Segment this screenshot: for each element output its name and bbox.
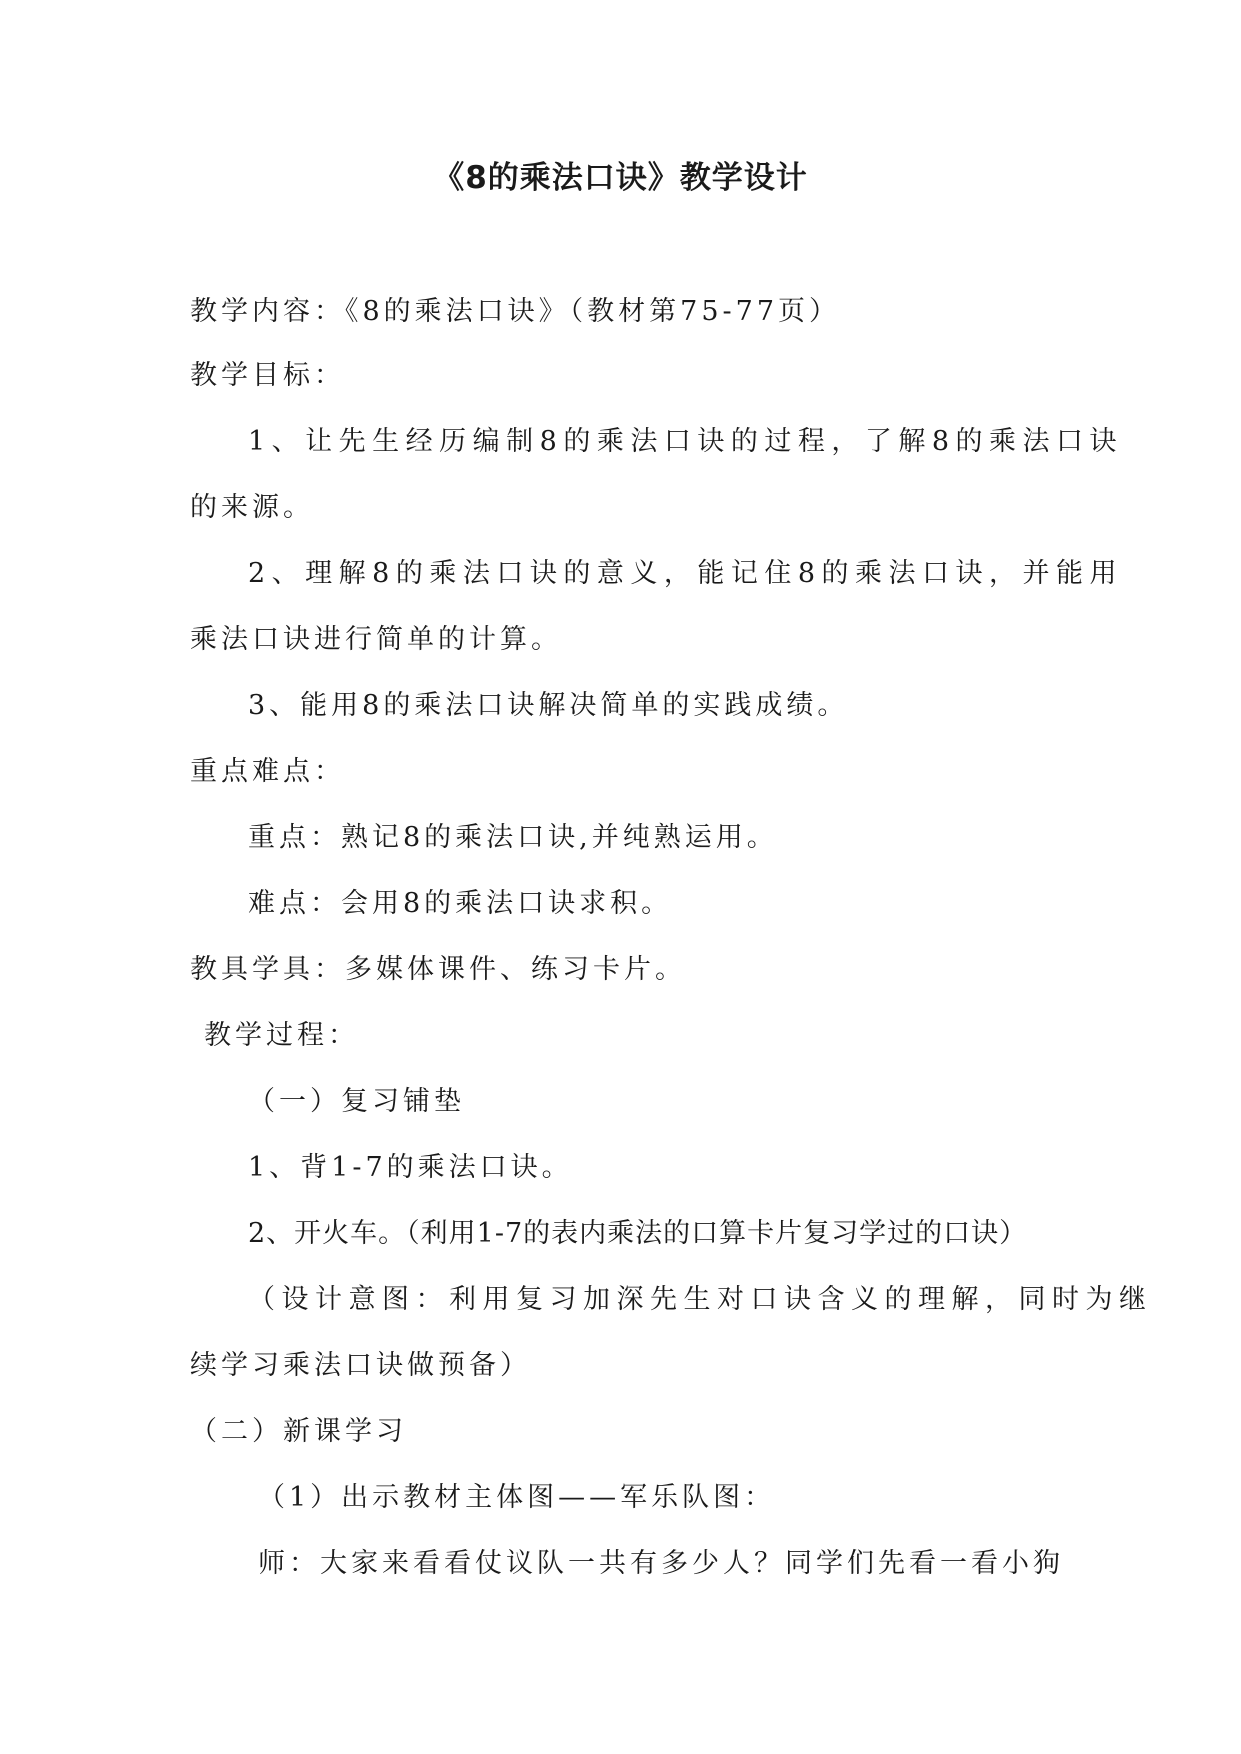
objective-2-line-2: 乘法口诀进行简单的计算。 bbox=[190, 624, 562, 655]
design-intent-line-1: （设计意图：利用复习加深先生对口诀含义的理解，同时为继 bbox=[248, 1284, 1153, 1315]
objective-3: 3、能用8的乘法口诀解决简单的实践成绩。 bbox=[248, 690, 849, 721]
section-review: （一）复习铺垫 bbox=[248, 1086, 465, 1117]
step-2: 2、开火车。（利用1-7的表内乘法的口算卡片复习学过的口诀） bbox=[248, 1218, 1028, 1249]
section-new-lesson: （二）新课学习 bbox=[190, 1416, 407, 1447]
objective-2-line-1: 2、理解8的乘法口诀的意义，能记住8的乘法口诀，并能用 bbox=[248, 558, 1124, 589]
objectives-heading: 教学目标： bbox=[190, 360, 345, 391]
teaching-tools: 教具学具：多媒体课件、练习卡片。 bbox=[190, 954, 686, 985]
objective-1-line-2: 的来源。 bbox=[190, 492, 314, 523]
teaching-content: 教学内容：《8的乘法口诀》（教材第75-77页） bbox=[190, 296, 841, 327]
difficulty-point: 难点：会用8的乘法口诀求积。 bbox=[248, 888, 673, 919]
key-points-heading: 重点难点： bbox=[190, 756, 345, 787]
key-point: 重点：熟记8的乘法口诀,并纯熟运用。 bbox=[248, 822, 778, 853]
sub-step-1: （1）出示教材主体图——军乐队图： bbox=[258, 1482, 776, 1513]
document-title: 《8的乘法口诀》教学设计 bbox=[433, 160, 808, 196]
step-1: 1、背1-7的乘法口诀。 bbox=[248, 1152, 573, 1183]
process-heading: 教学过程： bbox=[204, 1020, 359, 1051]
objective-1-line-1: 1、让先生经历编制8的乘法口诀的过程，了解8的乘法口诀 bbox=[248, 426, 1124, 457]
design-intent-line-2: 续学习乘法口诀做预备） bbox=[190, 1350, 531, 1381]
teacher-dialogue: 师：大家来看看仗议队一共有多少人？同学们先看一看小狗 bbox=[258, 1548, 1064, 1579]
